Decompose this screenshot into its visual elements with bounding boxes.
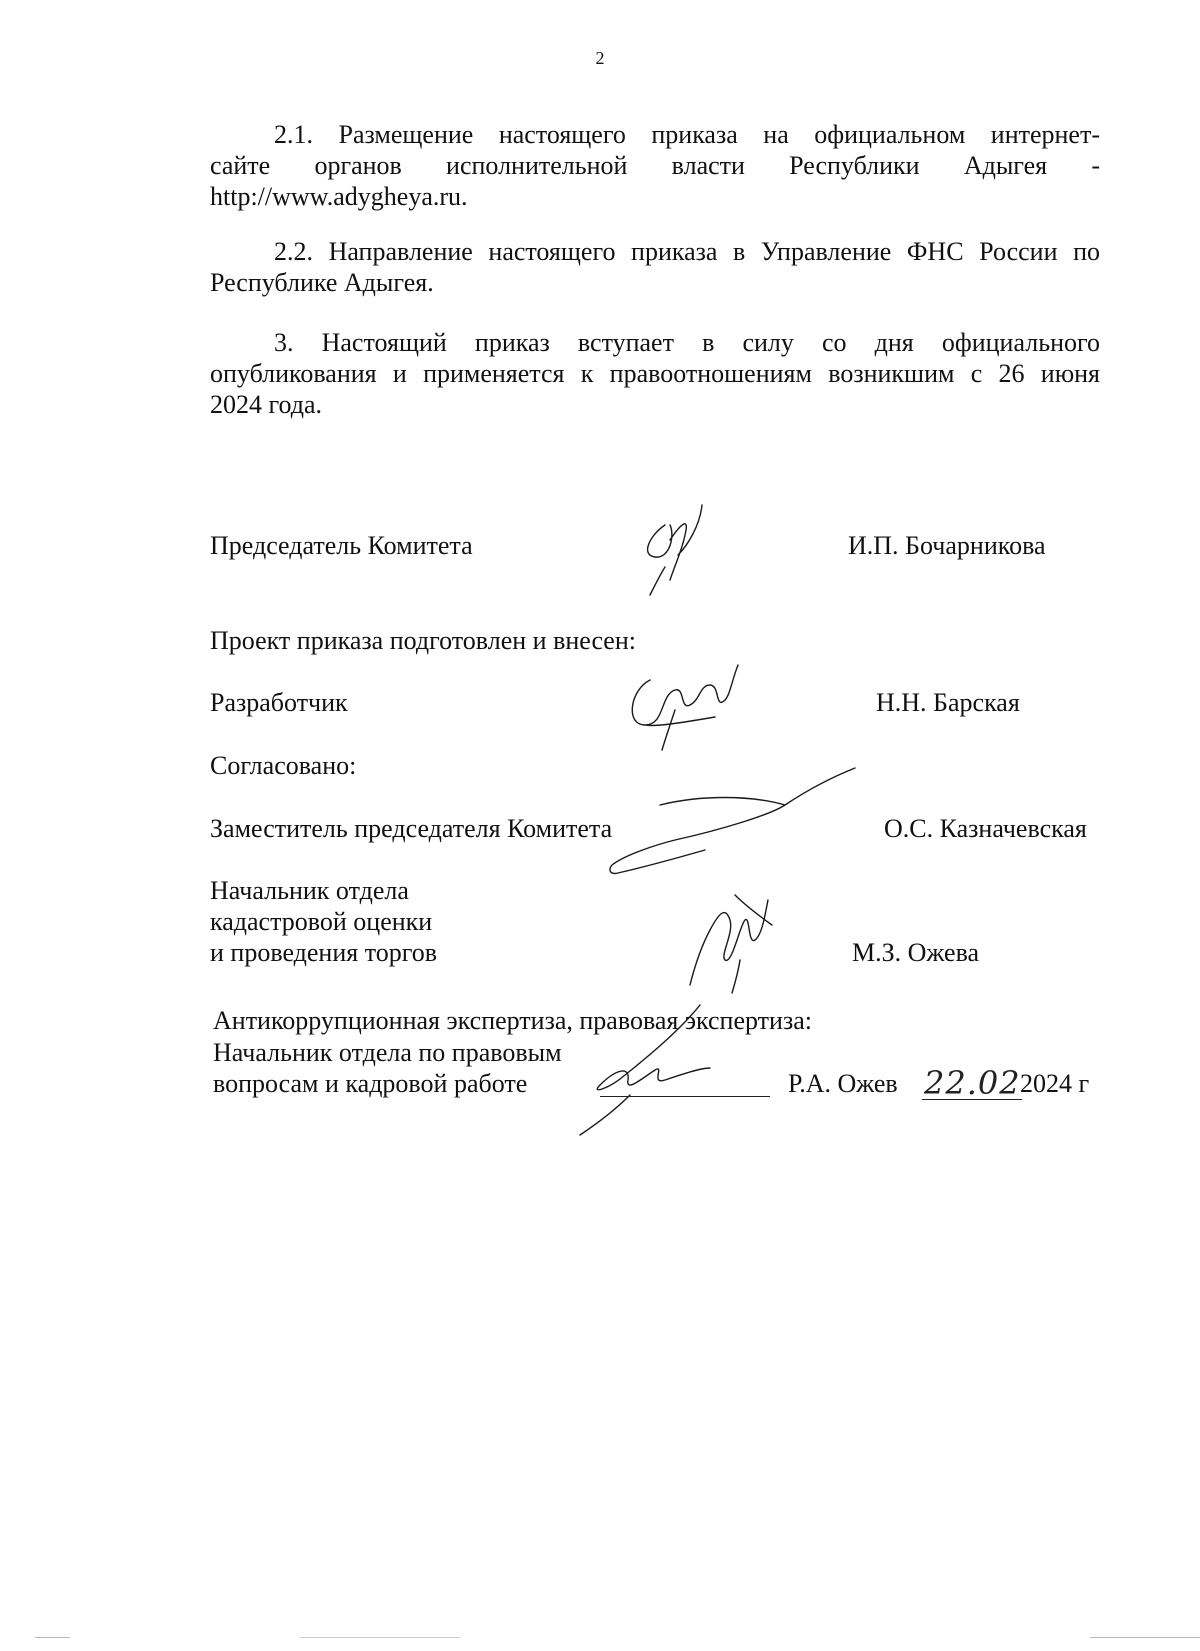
legal-position-line-2: вопросам и кадровой работе <box>213 1069 528 1098</box>
paragraph-3-line-2: опубликования и применяется к правоотношениям возникшим с 26 июня <box>210 359 1100 388</box>
page-number: 2 <box>595 48 605 68</box>
chairman-position: Председатель Комитета <box>210 531 473 560</box>
head-cadastral-position-line-2: кадастровой оценки <box>210 907 433 936</box>
paragraph-2-2-line-1: 2.2. Направление настоящего приказа в Управление ФНС России по <box>274 237 1100 266</box>
chairman-signature-image <box>630 495 720 610</box>
head-cadastral-position-line-1: Начальник отдела <box>210 876 409 905</box>
deputy-position: Заместитель председателя Комитета <box>210 814 613 843</box>
legal-date-year: 2024 г <box>1020 1069 1090 1098</box>
legal-date-field <box>922 1064 1022 1110</box>
paragraph-2-1-line-3: http://www.adygheya.ru. <box>210 182 468 211</box>
legal-date-handwritten: 22.02 <box>924 1064 1021 1102</box>
developer-position: Разработчик <box>210 688 348 717</box>
prepared-heading: Проект приказа подготовлен и внесен: <box>210 626 636 655</box>
head-cadastral-position-line-3: и проведения торгов <box>210 938 438 967</box>
agreed-heading: Согласовано: <box>210 751 357 780</box>
developer-signature-image <box>620 655 750 755</box>
scan-mark <box>35 1637 70 1638</box>
scan-mark <box>1090 1637 1200 1638</box>
paragraph-3-line-1: 3. Настоящий приказ вступает в силу со дня официального <box>274 328 1100 357</box>
legal-date-line <box>922 1099 1022 1100</box>
paragraph-2-2-line-2: Республике Адыгея. <box>210 268 434 297</box>
legal-signature-line <box>600 1096 770 1097</box>
developer-name: Н.Н. Барская <box>876 688 1020 717</box>
legal-heading: Антикоррупционная экспертиза, правовая экспертиза: <box>213 1006 812 1035</box>
legal-position-line-1: Начальник отдела по правовым <box>213 1038 562 1067</box>
legal-signature-image <box>570 1000 740 1140</box>
paragraph-3-line-3: 2024 года. <box>210 390 323 419</box>
head-cadastral-name: М.З. Ожева <box>852 938 980 967</box>
head-cadastral-signature-image <box>680 885 780 995</box>
scan-mark <box>300 1637 460 1638</box>
deputy-signature-image <box>600 760 860 880</box>
legal-name: Р.А. Ожев <box>788 1069 898 1098</box>
deputy-name: О.С. Казначевская <box>884 814 1087 843</box>
paragraph-2-1-line-1: 2.1. Размещение настоящего приказа на официальном интернет- <box>274 120 1100 149</box>
chairman-name: И.П. Бочарникова <box>848 531 1046 560</box>
paragraph-2-1-line-2: сайте органов исполнительной власти Республики Адыгея - <box>210 151 1100 180</box>
